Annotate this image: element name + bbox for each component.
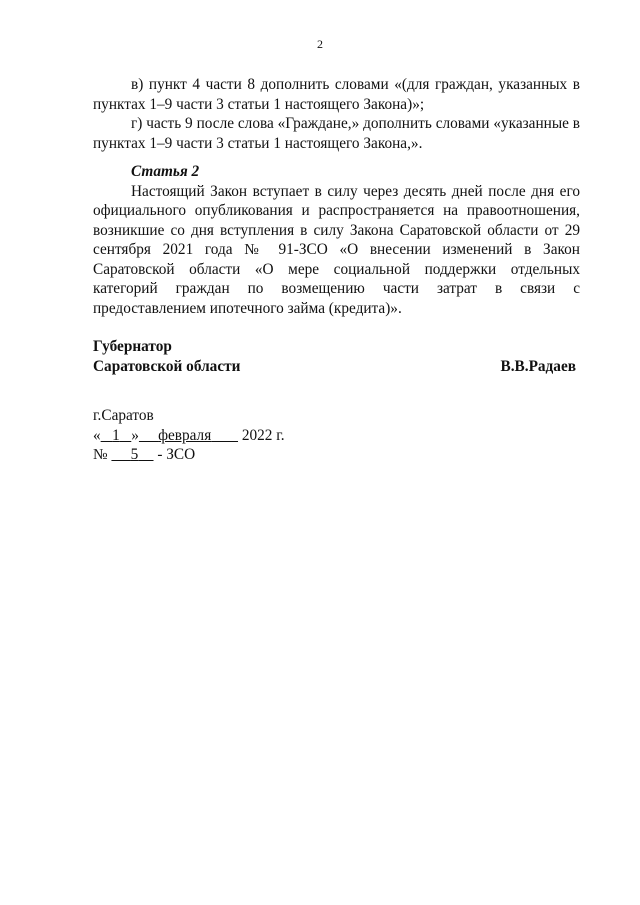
issue-city: г.Саратов bbox=[93, 407, 154, 424]
issue-number bbox=[93, 445, 285, 465]
issue-details bbox=[93, 406, 285, 465]
number-prefix: № bbox=[93, 446, 108, 463]
signature-block bbox=[93, 337, 580, 376]
signer-title-line2: Саратовской области bbox=[93, 357, 241, 375]
article-heading: Статья 2 bbox=[131, 163, 200, 180]
article-2 bbox=[93, 162, 580, 318]
amendment-item-v bbox=[93, 75, 580, 114]
article-text: Настоящий Закон вступает в силу через десять дней после дня его официального опубликования и распространяется на правоотношения, возникшие со дня вступления в силу Закона Саратовской области от 29 сентября 2021 года № 91-ЗСО «О внесении изменений в Закон Саратовской области «О мере социальной поддержки отдельных категорий граждан по возмещению части затрат в связи с предоставлением ипотечного займа (кредита)». bbox=[93, 182, 580, 317]
amendment-text: г) часть 9 после слова «Граждане,» дополнить словами «указанные в пунктах 1–9 части 3 статьи 1 настоящего Закона,». bbox=[93, 115, 580, 152]
date-year: 2022 г. bbox=[241, 426, 285, 444]
amendment-text: в) пункт 4 части 8 дополнить словами «(для граждан, указанных в пунктах 1–9 части 3 статьи 1 настоящего Закона)»; bbox=[93, 76, 580, 113]
date-open-quote: « bbox=[93, 426, 101, 444]
number-suffix: - ЗСО bbox=[157, 446, 196, 463]
amendment-item-g bbox=[93, 114, 580, 153]
date-month: февраля bbox=[158, 426, 212, 444]
page-number: 2 bbox=[317, 37, 323, 51]
signer-name: В.В.Радаев bbox=[500, 357, 576, 375]
signer-title-line1: Губернатор bbox=[93, 338, 172, 355]
date-day: 1 bbox=[112, 426, 120, 444]
date-close-quote: » bbox=[131, 426, 139, 444]
issue-date bbox=[93, 426, 285, 446]
number-value: 5 bbox=[130, 446, 139, 463]
